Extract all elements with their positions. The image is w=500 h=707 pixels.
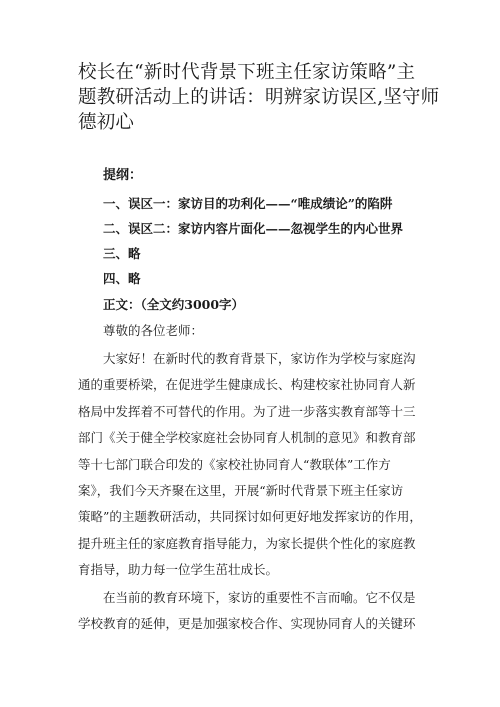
paragraph	[78, 346, 423, 584]
paragraph-line: 格局中发挥着不可替代的作用。为了进一步落实教育部等十三	[78, 403, 416, 419]
paragraph-line: 等十七部门联合印发的《家校社协同育人“教联体”工作方	[78, 456, 391, 472]
paragraph-line: 部门《关于健全学校家庭社会协同育人机制的意见》和教育部	[78, 430, 416, 446]
outline-item: 一、误区一：家访目的功利化——“唯成绩论”的陷阱	[103, 196, 393, 211]
paragraph-line: 育指导，助力每一位学生茁壮成长。	[78, 562, 279, 578]
title-line: 德初心	[78, 112, 135, 133]
paragraph-line: 通的重要桥梁，在促进学生健康成长、构建校家社协同育人新	[78, 377, 416, 393]
title-line: 校长在“新时代背景下班主任家访策略”主	[78, 62, 416, 83]
outline-item: 三、略	[103, 246, 141, 261]
paragraph-line: 在当前的教育环境下，家访的重要性不言而喻。它不仅是	[103, 590, 416, 605]
paragraph-line: 案》，我们今天齐聚在这里，开展“新时代背景下班主任家访	[78, 483, 404, 499]
outline-item: 二、误区二：家访内容片面化——忽视学生的内心世界	[103, 221, 404, 236]
main-text-heading: 正文：（全文约3000字）	[103, 297, 245, 312]
outline-item: 四、略	[103, 271, 141, 286]
document-title	[78, 60, 438, 135]
outline-list	[103, 195, 403, 295]
greeting: 尊敬的各位老师：	[103, 323, 204, 338]
title-line: 题教研活动上的讲话：明辨家访误区,坚守师	[78, 87, 440, 108]
paragraph-line: 学校教育的延伸，更是加强家校合作、实现协同育人的关键环	[78, 616, 416, 632]
paragraph-line: 策略”的主题教研活动，共同探讨如何更好地发挥家访的作用，	[78, 509, 422, 525]
paragraph-line: 提升班主任的家庭教育指导能力，为家长提供个性化的家庭教	[78, 535, 416, 551]
paragraph-line: 大家好！在新时代的教育背景下，家访作为学校与家庭沟	[103, 351, 416, 366]
paragraph	[78, 585, 423, 638]
outline-heading: 提纲：	[103, 168, 143, 183]
